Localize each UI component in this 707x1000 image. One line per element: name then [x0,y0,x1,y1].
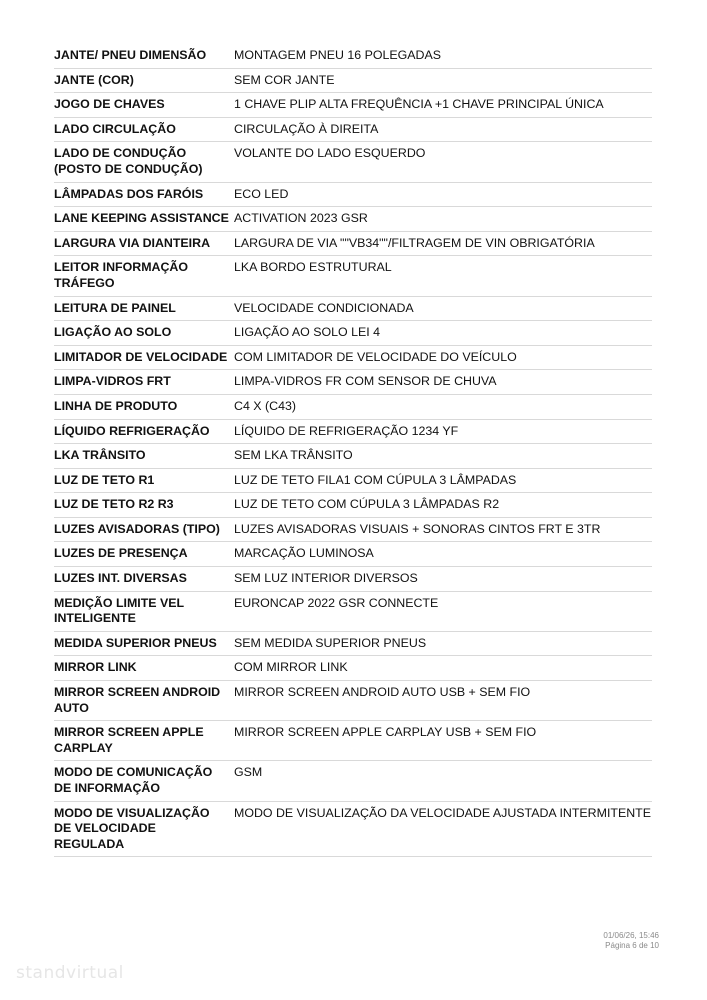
table-row [54,345,652,370]
table-row [54,142,652,182]
spec-value: C4 X (C43) [233,394,652,419]
spec-value: CIRCULAÇÃO À DIREITA [233,117,652,142]
spec-label: LADO CIRCULAÇÃO [54,117,233,142]
spec-value: LUZ DE TETO COM CÚPULA 3 LÂMPADAS R2 [233,493,652,518]
spec-label: MODO DE VISUALIZAÇÃO DE VELOCIDADE REGULADA [54,801,233,857]
spec-label: LANE KEEPING ASSISTANCE [54,207,233,232]
spec-value: EURONCAP 2022 GSR CONNECTE [233,591,652,631]
spec-table [54,44,652,857]
spec-value: LKA BORDO ESTRUTURAL [233,256,652,296]
table-row [54,721,652,761]
spec-label: LUZES AVISADORAS (TIPO) [54,517,233,542]
spec-label: MEDIÇÃO LIMITE VEL INTELIGENTE [54,591,233,631]
spec-value: LUZ DE TETO FILA1 COM CÚPULA 3 LÂMPADAS [233,468,652,493]
spec-label: MIRROR LINK [54,656,233,681]
table-row [54,44,652,68]
footer-page-number: Página 6 de 10 [605,941,659,950]
spec-label: LADO DE CONDUÇÃO (POSTO DE CONDUÇÃO) [54,142,233,182]
table-row [54,419,652,444]
spec-value: MIRROR SCREEN APPLE CARPLAY USB + SEM FIO [233,721,652,761]
spec-value: LUZES AVISADORAS VISUAIS + SONORAS CINTOS FRT E 3TR [233,517,652,542]
spec-label: LUZ DE TETO R1 [54,468,233,493]
spec-value: GSM [233,761,652,801]
spec-value: MONTAGEM PNEU 16 POLEGADAS [233,44,652,68]
table-row [54,394,652,419]
spec-value: LIMPA-VIDROS FR COM SENSOR DE CHUVA [233,370,652,395]
table-row [54,542,652,567]
table-row [54,517,652,542]
table-row [54,444,652,469]
spec-label: LIGAÇÃO AO SOLO [54,321,233,346]
spec-value: MIRROR SCREEN ANDROID AUTO USB + SEM FIO [233,681,652,721]
table-row [54,801,652,857]
spec-table-body [54,44,652,857]
spec-value: SEM MEDIDA SUPERIOR PNEUS [233,631,652,656]
spec-value: ACTIVATION 2023 GSR [233,207,652,232]
table-row [54,493,652,518]
spec-value: SEM LKA TRÂNSITO [233,444,652,469]
footer-datetime: 01/06/26, 15:46 [603,931,659,940]
table-row [54,567,652,592]
table-row [54,182,652,207]
spec-value: ECO LED [233,182,652,207]
spec-label: LIMITADOR DE VELOCIDADE [54,345,233,370]
table-row [54,321,652,346]
spec-label: LEITOR INFORMAÇÃO TRÁFEGO [54,256,233,296]
table-row [54,256,652,296]
table-row [54,591,652,631]
table-row [54,68,652,93]
spec-value: COM MIRROR LINK [233,656,652,681]
spec-label: LKA TRÂNSITO [54,444,233,469]
spec-label: JANTE (COR) [54,68,233,93]
spec-value: COM LIMITADOR DE VELOCIDADE DO VEÍCULO [233,345,652,370]
table-row [54,370,652,395]
spec-label: MODO DE COMUNICAÇÃO DE INFORMAÇÃO [54,761,233,801]
spec-value: 1 CHAVE PLIP ALTA FREQUÊNCIA +1 CHAVE PRINCIPAL ÚNICA [233,93,652,118]
spec-label: LINHA DE PRODUTO [54,394,233,419]
spec-label: LEITURA DE PAINEL [54,296,233,321]
spec-label: LUZES DE PRESENÇA [54,542,233,567]
spec-label: LUZES INT. DIVERSAS [54,567,233,592]
spec-value: LARGURA DE VIA ""VB34""/FILTRAGEM DE VIN OBRIGATÓRIA [233,231,652,256]
spec-label: LUZ DE TETO R2 R3 [54,493,233,518]
spec-label: LÍQUIDO REFRIGERAÇÃO [54,419,233,444]
table-row [54,681,652,721]
spec-value: LIGAÇÃO AO SOLO LEI 4 [233,321,652,346]
table-row [54,207,652,232]
spec-label: LÂMPADAS DOS FARÓIS [54,182,233,207]
spec-value: VOLANTE DO LADO ESQUERDO [233,142,652,182]
table-row [54,231,652,256]
watermark-logo: standvirtual [16,963,124,983]
spec-value: SEM LUZ INTERIOR DIVERSOS [233,567,652,592]
spec-value: MARCAÇÃO LUMINOSA [233,542,652,567]
table-row [54,468,652,493]
spec-label: LIMPA-VIDROS FRT [54,370,233,395]
spec-value: MODO DE VISUALIZAÇÃO DA VELOCIDADE AJUSTADA INTERMITENTE [233,801,652,857]
page-footer [603,931,659,951]
table-row [54,656,652,681]
spec-label: MIRROR SCREEN APPLE CARPLAY [54,721,233,761]
table-row [54,631,652,656]
spec-label: MEDIDA SUPERIOR PNEUS [54,631,233,656]
table-row [54,761,652,801]
table-row [54,296,652,321]
table-row [54,117,652,142]
spec-label: LARGURA VIA DIANTEIRA [54,231,233,256]
spec-label: JOGO DE CHAVES [54,93,233,118]
table-row [54,93,652,118]
spec-value: SEM COR JANTE [233,68,652,93]
spec-value: VELOCIDADE CONDICIONADA [233,296,652,321]
spec-value: LÍQUIDO DE REFRIGERAÇÃO 1234 YF [233,419,652,444]
spec-label: MIRROR SCREEN ANDROID AUTO [54,681,233,721]
spec-label: JANTE/ PNEU DIMENSÃO [54,44,233,68]
